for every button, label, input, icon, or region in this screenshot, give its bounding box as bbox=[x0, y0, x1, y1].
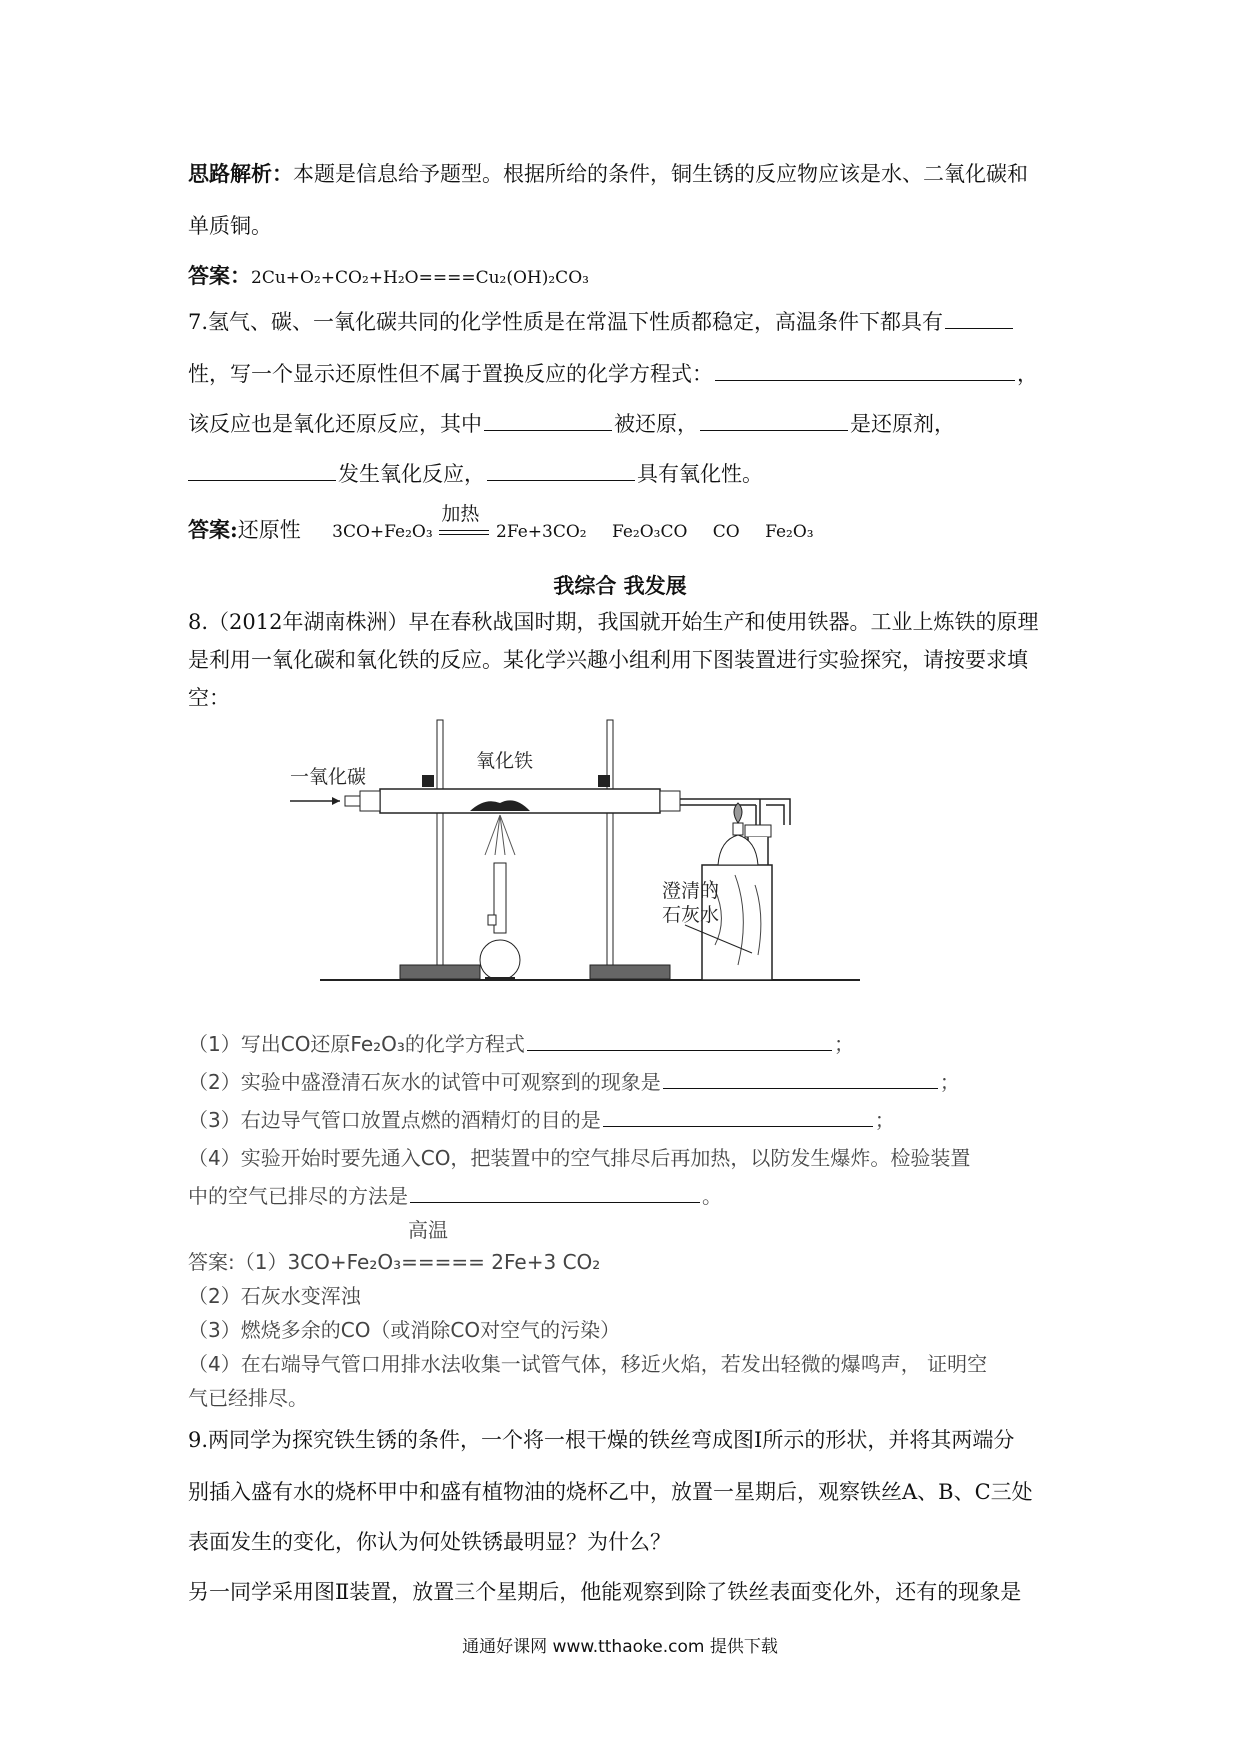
q7-text-3c: 是还原剂， bbox=[850, 412, 955, 436]
answer-8-condition: 高温 bbox=[408, 1218, 448, 1242]
q8-item-1-blank[interactable] bbox=[527, 1030, 832, 1051]
q8-item-2-end: ； bbox=[939, 1070, 960, 1094]
apparatus-figure bbox=[290, 715, 1050, 995]
answer-7-part-2: Fe₂O₃CO bbox=[611, 522, 688, 542]
analysis-text-1: 本题是信息给予题型。根据所给的条件，铜生锈的反应物应该是水、二氧化碳和 bbox=[293, 162, 1028, 186]
answer-7-arrow bbox=[439, 502, 489, 542]
q7-blank-2[interactable] bbox=[715, 360, 1015, 381]
answer-8-1: 答案:（1）3CO+Fe₂O₃===== 2Fe+3 CO₂ bbox=[188, 1250, 601, 1274]
answer-8-2: （2）石灰水变浑浊 bbox=[188, 1284, 361, 1308]
q8-line-1: 8.（2012年湖南株洲）早在春秋战国时期，我国就开始生产和使用铁器。工业上炼铁的原理 bbox=[188, 610, 1039, 634]
q7-text-2b: ， bbox=[1017, 362, 1038, 386]
q7-blank-1[interactable] bbox=[945, 308, 1013, 329]
left-iron-stand bbox=[400, 720, 480, 979]
answer-7 bbox=[188, 502, 814, 546]
q7-line-3 bbox=[188, 410, 955, 438]
q8-item-1 bbox=[188, 1030, 854, 1058]
q7-text-3b: 被还原， bbox=[614, 412, 698, 436]
q8-item-3-end: ； bbox=[874, 1108, 895, 1132]
q8-item-2 bbox=[188, 1068, 960, 1096]
q8-item-3 bbox=[188, 1106, 895, 1134]
q8-item-3-blank[interactable] bbox=[603, 1106, 873, 1127]
burner-flame bbox=[485, 815, 515, 855]
answer-7-part-4: Fe₂O₃ bbox=[765, 522, 814, 542]
q8-item-3-text: （3）右边导气管口放置点燃的酒精灯的目的是 bbox=[188, 1108, 601, 1132]
q9-line-3: 表面发生的变化，你认为何处铁锈最明显？为什么？ bbox=[188, 1530, 671, 1554]
q8-item-4-end: 。 bbox=[702, 1184, 722, 1208]
q9-line-4: 另一同学采用图Ⅱ装置，放置三个星期后，他能观察到除了铁丝表面变化外，还有的现象是 bbox=[188, 1580, 1022, 1604]
q8-item-4b-text: 中的空气已排尽的方法是 bbox=[188, 1184, 408, 1208]
analysis-line-1 bbox=[188, 160, 1028, 188]
q7-blank-3[interactable] bbox=[484, 410, 612, 431]
q8-item-2-blank[interactable] bbox=[663, 1068, 938, 1089]
q7-blank-5[interactable] bbox=[188, 460, 336, 481]
answer-8-4a: （4）在右端导气管口用排水法收集一试管气体，移近火焰，若发出轻微的爆鸣声， 证明空 bbox=[188, 1352, 988, 1376]
q7-text-1: 7.氢气、碳、一氧化碳共同的化学性质是在常温下性质都稳定，高温条件下都具有 bbox=[188, 310, 944, 334]
q7-blank-6[interactable] bbox=[487, 460, 635, 481]
q7-text-4b: 具有氧化性。 bbox=[637, 462, 763, 486]
page-footer: 通通好课网 www.tthaoke.com 提供下载 bbox=[462, 1637, 778, 1657]
q7-line-4 bbox=[188, 460, 763, 488]
q7-blank-4[interactable] bbox=[700, 410, 848, 431]
q9-line-1: 9.两同学为探究铁生锈的条件，一个将一根干燥的铁丝弯成图Ⅰ所示的形状，并将其两端分 bbox=[188, 1428, 1015, 1452]
q8-item-2-text: （2）实验中盛澄清石灰水的试管中可观察到的现象是 bbox=[188, 1070, 661, 1094]
iron-oxide-label: 氧化铁 bbox=[476, 750, 534, 772]
q8-item-4a: （4）实验开始时要先通入CO，把装置中的空气排尽后再加热，以防发生爆炸。检验装置 bbox=[188, 1146, 971, 1170]
answer-7-condition: 加热 bbox=[441, 502, 480, 525]
gas-burner bbox=[480, 863, 520, 980]
right-iron-stand bbox=[590, 720, 670, 979]
q8-item-4b bbox=[188, 1182, 722, 1210]
q7-line-1 bbox=[188, 308, 1015, 336]
answer-6-label: 答案： bbox=[188, 263, 251, 288]
q8-line-3: 空： bbox=[188, 686, 230, 710]
q7-text-3a: 该反应也是氧化还原反应，其中 bbox=[188, 412, 482, 436]
answer-6-equation: 2Cu+O₂+CO₂+H₂O====Cu₂(OH)₂CO₃ bbox=[251, 268, 589, 288]
q7-line-2 bbox=[188, 360, 1038, 388]
answer-7-part-3: CO bbox=[712, 522, 740, 542]
q7-text-2a: 性，写一个显示还原性但不属于置换反应的化学方程式： bbox=[188, 362, 713, 386]
answer-7-eq-right: 2Fe+3CO₂ bbox=[496, 522, 587, 542]
limewater-label-2: 石灰水 bbox=[662, 904, 720, 926]
analysis-label: 思路解析： bbox=[188, 161, 293, 186]
q8-item-4-blank[interactable] bbox=[410, 1182, 700, 1203]
analysis-line-2: 单质铜。 bbox=[188, 214, 272, 238]
answer-7-eq-left: 3CO+Fe₂O₃ bbox=[332, 522, 433, 542]
section-title: 我综合 我发展 bbox=[553, 573, 687, 598]
q8-item-1-end: ； bbox=[833, 1032, 854, 1056]
limewater-label-1: 澄清的 bbox=[662, 880, 720, 902]
answer-7-label: 答案: bbox=[188, 517, 238, 542]
q9-line-2: 别插入盛有水的烧杯甲中和盛有植物油的烧杯乙中，放置一星期后，观察铁丝A、B、C三处 bbox=[188, 1480, 1033, 1504]
q7-text-4a: 发生氧化反应， bbox=[338, 462, 485, 486]
answer-7-part-1: 还原性 bbox=[237, 518, 301, 542]
answer-8-4b: 气已经排尽。 bbox=[188, 1386, 308, 1410]
q8-item-1-text: （1）写出CO还原Fe₂O₃的化学方程式 bbox=[188, 1032, 525, 1056]
answer-8-3: （3）燃烧多余的CO（或消除CO对空气的污染） bbox=[188, 1318, 621, 1342]
q8-line-2: 是利用一氧化碳和氧化铁的反应。某化学兴趣小组利用下图装置进行实验探究，请按要求填 bbox=[188, 648, 1028, 672]
answer-6 bbox=[188, 262, 589, 292]
co-label: 一氧化碳 bbox=[290, 766, 367, 788]
